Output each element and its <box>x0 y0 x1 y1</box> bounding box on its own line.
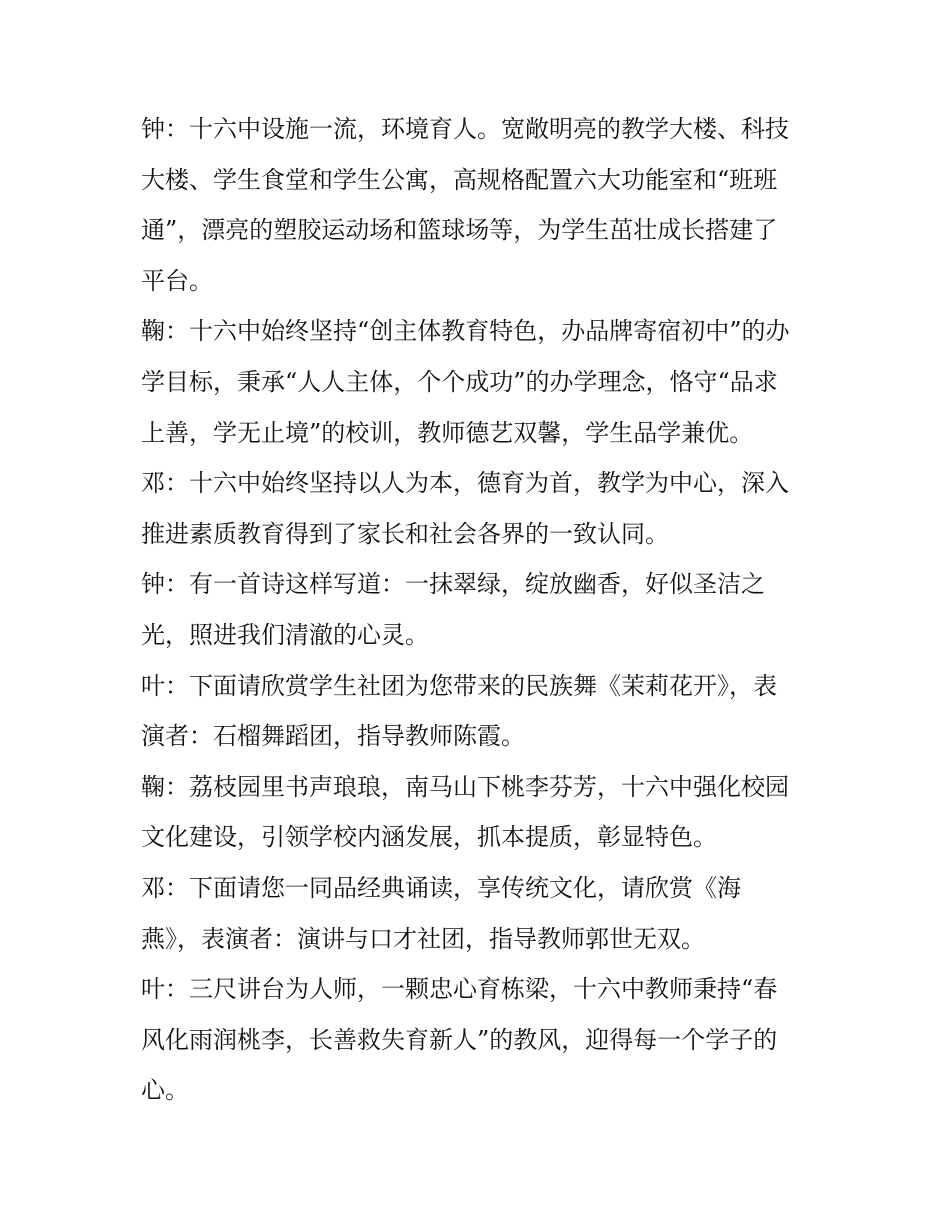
text-line: 上善，学无止境”的校训，教师德艺双馨，学生品学兼优。 <box>141 418 754 447</box>
text-line: 钟：有一首诗这样写道：一抹翠绿，绽放幽香，好似圣洁之 <box>141 570 765 599</box>
paragraph-deng-recitation <box>141 863 813 964</box>
document-body <box>141 104 813 1116</box>
text-line: 邓：下面请您一同品经典诵读，享传统文化，请欣赏《海 <box>141 873 741 902</box>
text-line: 大楼、学生食堂和学生公寓，高规格配置六大功能室和“班班 <box>141 165 778 194</box>
text-line: 叶：下面请欣赏学生社团为您带来的民族舞《茉莉花开》，表 <box>141 671 777 700</box>
text-line: 钟：十六中设施一流，环境育人。宽敞明亮的教学大楼、科技 <box>141 115 789 143</box>
text-line: 心。 <box>141 1076 189 1105</box>
paragraph-deng-people-first <box>141 458 813 559</box>
paragraph-zhong-facilities <box>141 104 813 306</box>
text-line: 风化雨润桃李，长善救失育新人”的教风，迎得每一个学子的 <box>141 1025 778 1054</box>
text-line: 学目标，秉承“人人主体，个个成功”的办学理念，恪守“品求 <box>141 367 778 396</box>
text-line: 邓：十六中始终坚持以人为本，德育为首，教学为中心，深入 <box>141 469 789 498</box>
paragraph-ye-teachers <box>141 964 813 1116</box>
text-line: 燕》，表演者：演讲与口才社团，指导教师郭世无双。 <box>141 924 705 953</box>
text-line: 光，照进我们清澈的心灵。 <box>141 620 429 649</box>
text-line: 推进素质教育得到了家长和社会各界的一致认同。 <box>141 519 669 548</box>
paragraph-ju-campus-culture <box>141 762 813 863</box>
text-line: 通”，漂亮的塑胶运动场和篮球场等，为学生茁壮成长搭建了 <box>141 216 778 245</box>
text-line: 演者：石榴舞蹈团，指导教师陈霞。 <box>141 722 525 751</box>
text-line: 文化建设，引领学校内涵发展，抓本提质，彰显特色。 <box>141 823 717 852</box>
text-line: 平台。 <box>141 266 213 295</box>
paragraph-zhong-poem <box>141 559 813 660</box>
paragraph-ye-dance <box>141 661 813 762</box>
text-line: 叶：三尺讲台为人师，一颗忠心育栋梁，十六中教师秉持“春 <box>141 975 778 1004</box>
text-line: 鞠：十六中始终坚持“创主体教育特色，办品牌寄宿初中”的办 <box>141 317 790 346</box>
paragraph-ju-school-goal <box>141 306 813 458</box>
text-line: 鞠：荔枝园里书声琅琅，南马山下桃李芬芳，十六中强化校园 <box>141 772 789 801</box>
